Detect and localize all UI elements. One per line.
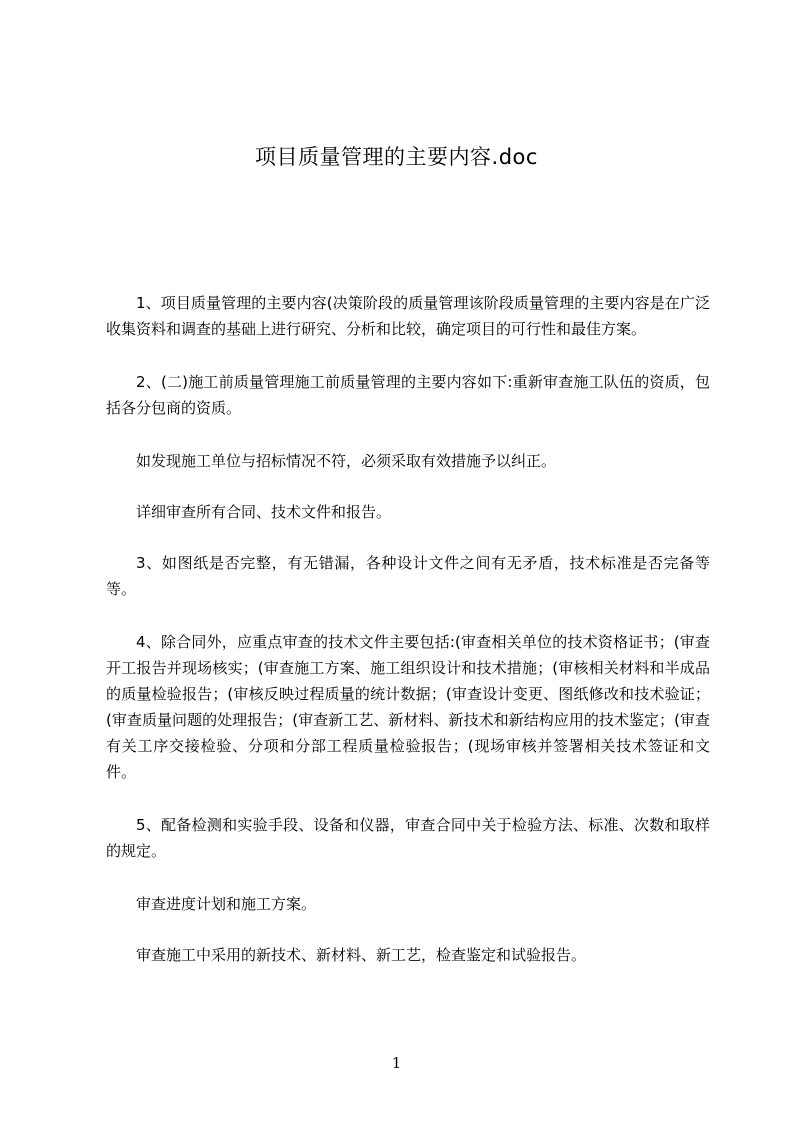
paragraph-6: 4、除合同外，应重点审查的技术文件主要包括:(审查相关单位的技术资格证书；(审查开工报告并现场核实；(审查施工方案、施工组织设计和技术措施；(审核相关材料和半成品的质量检验报告；(审核反映过程质量的统计数据；(审查设计变更、图纸修改和技术验证；(审查质量问题的处理报告；(审查新工艺、新材料、新技术和新结构应用的技术鉴定；(审查有关工序交接检验、分项和分部工程质量检验报告；(现场审核并签署相关技术签证和文件。: [106, 633, 710, 781]
paragraph-8: 审查进度计划和施工方案。: [136, 895, 317, 913]
page-number: 1: [391, 1054, 402, 1072]
paragraph-3: 如发现施工单位与招标情况不符，必须采取有效措施予以纠正。: [136, 452, 557, 470]
paragraph-5: 3、如图纸是否完整，有无错漏，各种设计文件之间有无矛盾，技术标准是否完备等等。: [106, 554, 710, 598]
document-title: 项目质量管理的主要内容.doc: [255, 145, 538, 169]
document-body: [106, 290, 710, 993]
paragraph-2: 2、(二)施工前质量管理施工前质量管理的主要内容如下:重新审查施工队伍的资质，包括各分包商的资质。: [106, 373, 710, 417]
paragraph-4: 详细审查所有合同、技术文件和报告。: [136, 503, 392, 521]
paragraph-7: 5、配备检测和实验手段、设备和仪器，审查合同中关于检验方法、标准、次数和取样的规定。: [106, 816, 710, 860]
paragraph-1: 1、项目质量管理的主要内容(决策阶段的质量管理该阶段质量管理的主要内容是在广泛收集资料和调查的基础上进行研究、分析和比较，确定项目的可行性和最佳方案。: [106, 294, 710, 338]
paragraph-9: 审查施工中采用的新技术、新材料、新工艺，检查鉴定和试验报告。: [136, 946, 587, 964]
